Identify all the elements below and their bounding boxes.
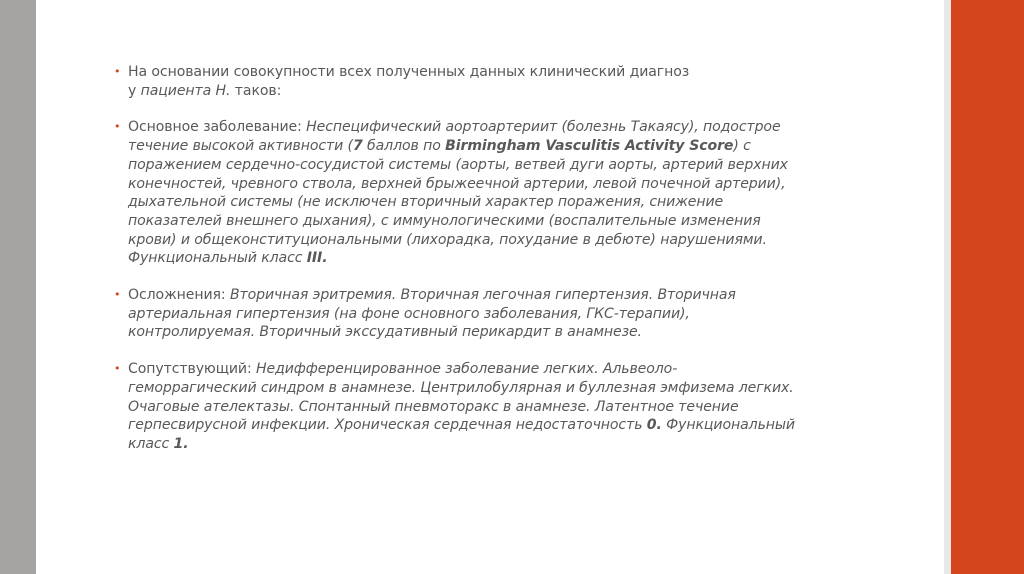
complications-text: Вторичная эритремия. Вторичная легочная гипертензия. Вторичная артериальная гипертензия (на фоне основного заболевания, ГКС-терапии), контролируемая. Вторичный экссудативный перикардит в анамнезе. — [128, 287, 736, 341]
bullet-dot-icon: • — [114, 120, 121, 134]
main-disease-bvas: Birmingham Vasculitis Activity Score — [445, 138, 734, 155]
concomitant-func-class: 1. — [173, 435, 189, 452]
bullet-item-complications — [112, 286, 802, 342]
right-light-strip — [944, 0, 951, 574]
bullet-dot-icon: • — [114, 65, 121, 78]
intro-line-2a: у — [128, 82, 141, 99]
bullet-dot-icon: • — [114, 362, 121, 376]
bullet-dot-icon: • — [114, 288, 121, 302]
main-disease-text-2: баллов по — [362, 138, 446, 155]
concomitant-label: Сопутствующий: — [128, 361, 257, 378]
concomitant-hf-class: 0. — [646, 417, 662, 434]
intro-line-2c: таков: — [230, 82, 282, 99]
bullet-item-intro — [112, 63, 802, 100]
main-disease-text-1: Неспецифический аортоартериит (болезнь Такаясу), подострое течение высокой активности ( — [128, 119, 781, 155]
main-disease-text-3: ) с поражением сердечно-сосудистой системы (аорты, ветвей дуги аорты, артерий верхних конечностей, чревного ствола, верхней брыжеечной артерии, левой почечной артерии), дыхательной системы (не исключен вторичный характер поражения, снижение показателей внешнего дыхания), с иммунологическими (воспалительные изменения крови) и общеконституциональными (лихорадка, похудание в дебюте) нарушениями. Функциональный класс — [128, 138, 788, 267]
complications-label: Осложнения: — [128, 287, 230, 304]
intro-line-1: На основании совокупности всех полученных данных клинический диагноз — [128, 64, 690, 80]
main-disease-class: III. — [306, 250, 328, 267]
slide-content — [112, 63, 802, 472]
main-disease-score: 7 — [352, 138, 363, 155]
concomitant-text-1: Недифференцированное заболевание легких. Альвеоло-геморрагический синдром в анамнезе. Центрилобулярная и буллезная эмфизема легких. Очаговые ателектазы. Спонтанный пневмоторакс в анамнезе. Латентное течение герпесвирусной инфекции. Хроническая сердечная недостаточность — [128, 361, 794, 434]
right-accent-bar — [951, 0, 1024, 574]
intro-patient: пациента Н. — [140, 82, 231, 99]
left-decor-bar — [0, 0, 36, 574]
concomitant-text-2: Функциональный класс — [128, 417, 795, 452]
bullet-item-main-disease — [112, 118, 802, 268]
bullet-item-concomitant — [112, 360, 802, 454]
main-disease-label: Основное заболевание: — [128, 119, 307, 136]
